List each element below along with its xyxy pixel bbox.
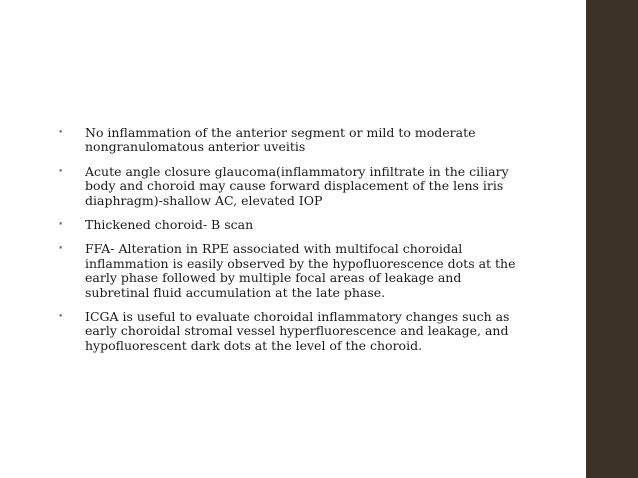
bullet-item [58,165,518,208]
slide-content [58,126,518,363]
bullet-text: FFA- Alteration in RPE associated with multifocal choroidal inflammation is easily observed by the hypofluorescence dots at the early phase followed by multiple focal areas of leakage and subretinal fluid accumulation at the late phase. [85,241,516,300]
bullet-dot-icon: • [58,166,64,177]
bullet-text: Acute angle closure glaucoma(inflammatory infiltrate in the ciliary body and choroid may cause forward displacement of the lens iris diaphragm)-shallow AC, elevated IOP [85,163,509,208]
bullet-text: Thickened choroid- B scan [85,217,254,233]
bullet-dot-icon: • [58,220,64,231]
bullet-item [58,242,518,300]
bullet-item [58,218,518,232]
bullet-text: No inflammation of the anterior segment or mild to moderate nongranulomatous anterior uveitis [85,125,476,155]
bullet-item [58,126,518,155]
bullet-item [58,310,518,353]
bullet-dot-icon: • [58,312,64,323]
decorative-sidebar [586,0,638,478]
bullet-dot-icon: • [58,244,64,255]
bullet-dot-icon: • [58,128,64,138]
bullet-text: ICGA is useful to evaluate choroidal inflammatory changes such as early choroidal stromal vessel hyperfluorescence and leakage, and hypofluorescent dark dots at the level of the choroid. [85,309,510,353]
bullet-list [58,126,518,353]
